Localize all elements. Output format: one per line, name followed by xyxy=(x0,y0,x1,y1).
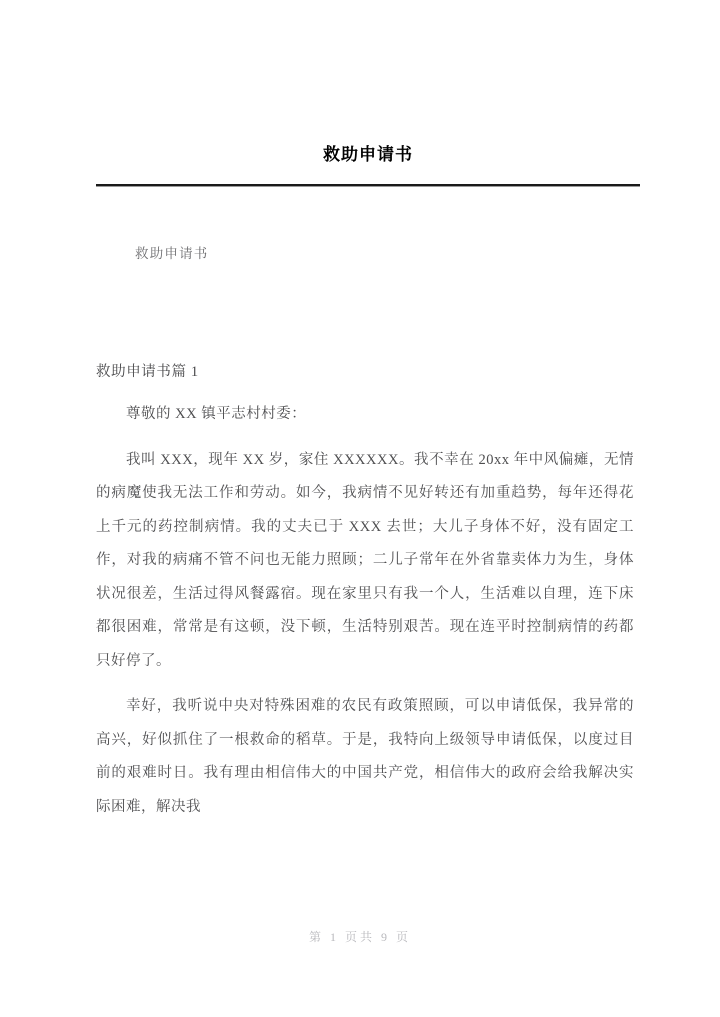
page-footer xyxy=(0,928,720,945)
page-title: 救助申请书 xyxy=(323,145,413,164)
paragraph-salutation: 尊敬的 XX 镇平志村村委： xyxy=(126,406,307,422)
paragraph-body-1: 我叫 XXX，现年 XX 岁，家住 XXXXXX。我不幸在 20xx 年中风偏瘫，无情的病魔使我无法工作和劳动。如今，我病情不见好转还有加重趋势，每年还得花上千元的药控制病情。我的丈夫已于 XXX 去世；大儿子身体不好，没有固定工作，对我的病痛不管不问也无能力照顾；二儿子常年在外省靠卖体力为生，身体状况很差，生活过得风餐露宿。现在家里只有我一个人，生活难以自理，连下床都很困难，常常是有这顿，没下顿，生活特别艰苦。现在连平时控制病情的药都只好停了。 xyxy=(96,451,634,669)
title-divider xyxy=(96,184,640,187)
document-subtitle: 救助申请书 xyxy=(135,246,209,261)
divider-thin-line xyxy=(96,186,640,187)
document-body xyxy=(96,356,634,824)
section-heading: 救助申请书篇 1 xyxy=(96,364,199,380)
paragraph-body-2: 幸好，我听说中央对特殊困难的农民有政策照顾，可以申请低保，我异常的高兴，好似抓住了一根救命的稻草。于是，我特向上级领导申请低保，以度过目前的艰难时日。我有理由相信伟大的中国共产党，相信伟大的政府会给我解决实际困难，解决我 xyxy=(96,698,634,815)
footer-page-indicator: 第 1 页共 9 页 xyxy=(308,930,411,944)
